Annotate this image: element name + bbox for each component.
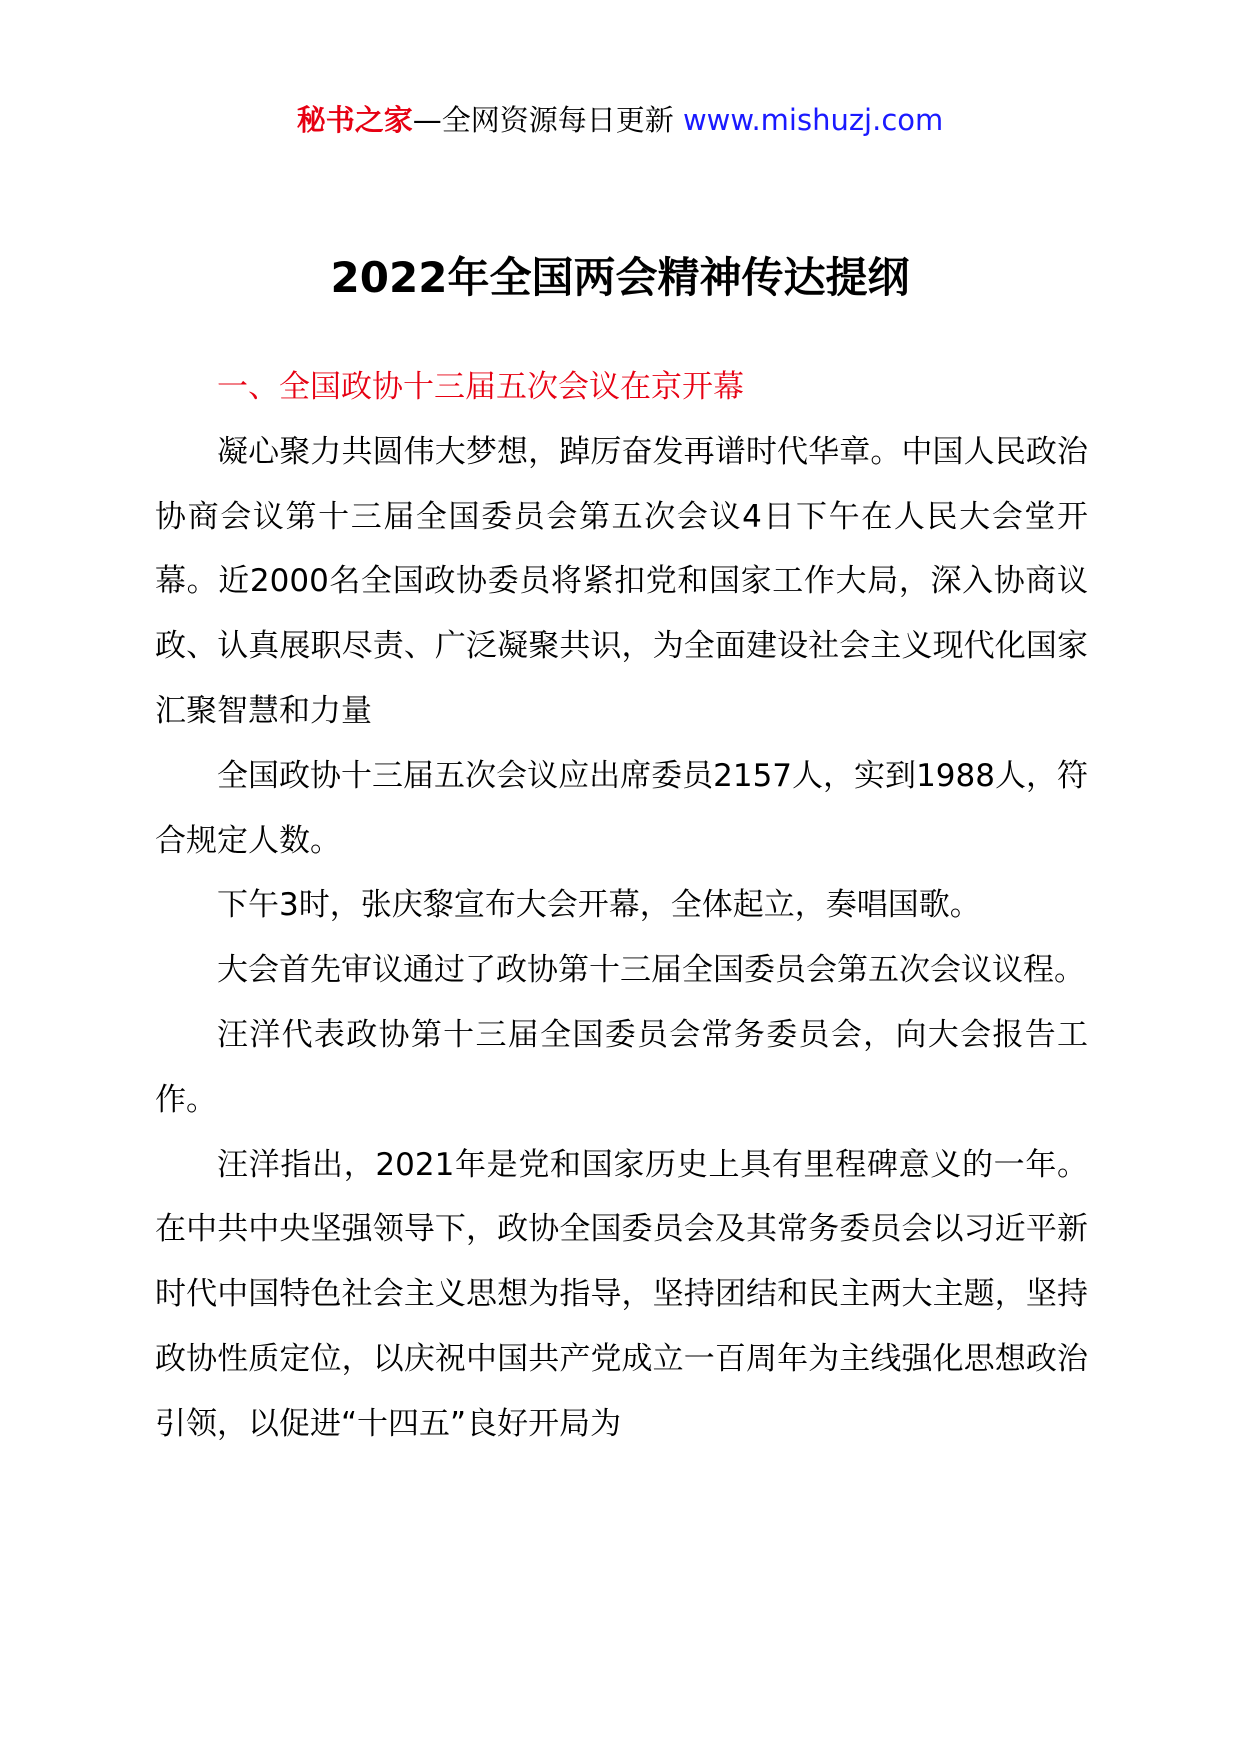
paragraph: 大会首先审议通过了政协第十三届全国委员会第五次会议议程。 <box>217 952 1085 989</box>
header-tagline: —全网资源每日更新 <box>412 103 674 137</box>
paragraph: 全国政协十三届五次会议应出席委员2157人，实到1988人，符合规定人数。 <box>155 757 1088 859</box>
paragraph: 凝心聚力共圆伟大梦想，踔厉奋发再谱时代华章。中国人民政治协商会议第十三届全国委员会第五次会议4日下午在人民大会堂开幕。近2000名全国政协委员将紧扣党和国家工作大局，深入协商议政、认真展职尽责、广泛凝聚共识，为全面建设社会主义现代化国家汇聚智慧和力量 <box>155 433 1088 729</box>
section-heading: 一、全国政协十三届五次会议在京开幕 <box>217 369 744 405</box>
paragraph: 汪洋指出，2021年是党和国家历史上具有里程碑意义的一年。在中共中央坚强领导下，政协全国委员会及其常务委员会以习近平新时代中国特色社会主义思想为指导，坚持团结和民主两大主题，坚持政协性质定位，以庆祝中国共产党成立一百周年为主线强化思想政治引领，以促进“十四五”良好开局为 <box>155 1146 1088 1442</box>
brand-name: 秘书之家 <box>296 103 413 137</box>
site-header <box>0 100 1240 140</box>
document-body <box>155 355 1088 1457</box>
website-link[interactable]: www.mishuzj.com <box>682 103 944 137</box>
paragraph: 汪洋代表政协第十三届全国委员会常务委员会，向大会报告工作。 <box>155 1016 1088 1118</box>
document-title: 2022年全国两会精神传达提纲 <box>330 253 910 302</box>
paragraph: 下午3时，张庆黎宣布大会开幕，全体起立，奏唱国歌。 <box>217 887 981 924</box>
